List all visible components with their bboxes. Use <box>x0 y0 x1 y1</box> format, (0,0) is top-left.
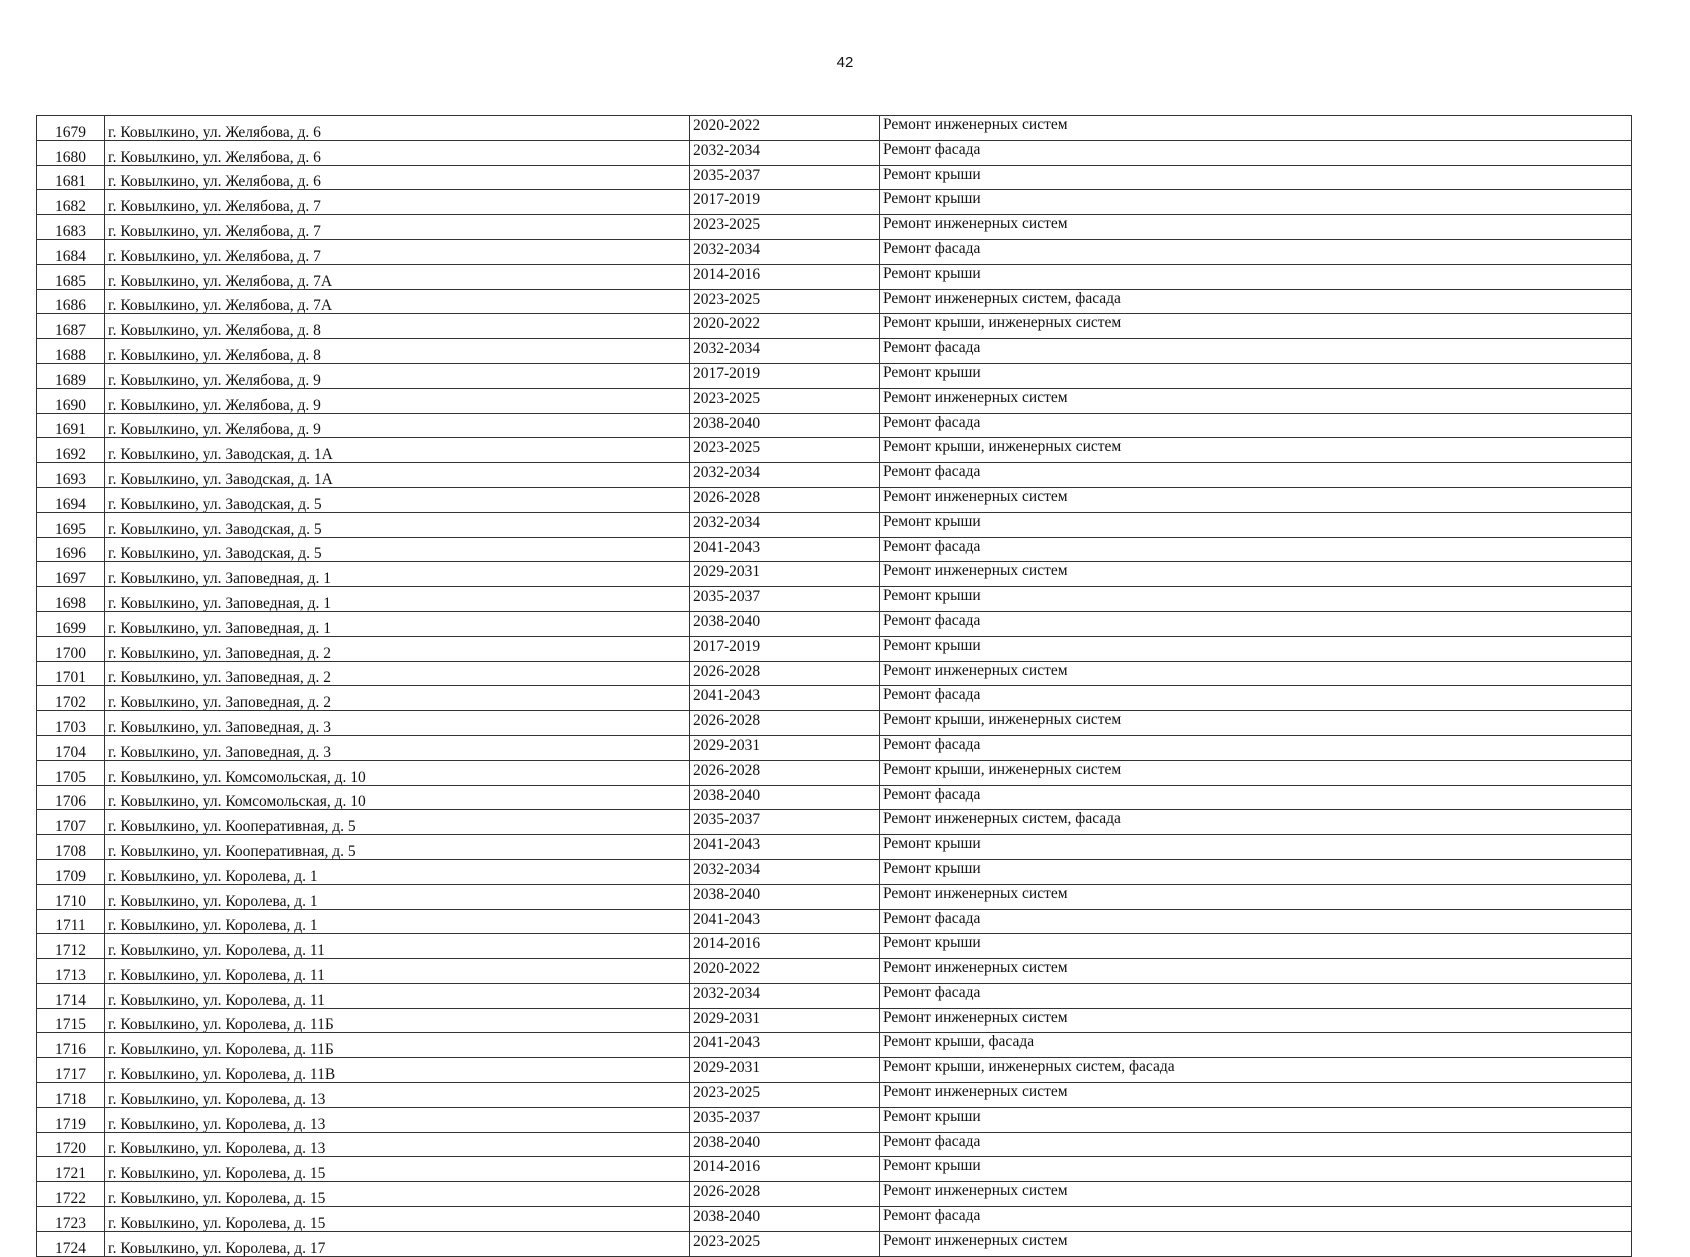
address-cell: г. Ковылкино, ул. Заповедная, д. 1 <box>105 562 690 587</box>
row-number-cell: 1722 <box>37 1182 105 1207</box>
table-row <box>37 909 1632 934</box>
period-cell: 2038-2040 <box>690 884 880 909</box>
address-cell: г. Ковылкино, ул. Желябова, д. 6 <box>105 140 690 165</box>
work-type-cell: Ремонт крыши <box>880 1107 1632 1132</box>
address-cell: г. Ковылкино, ул. Заводская, д. 5 <box>105 537 690 562</box>
address-cell: г. Ковылкино, ул. Заводская, д. 5 <box>105 487 690 512</box>
address-cell: г. Ковылкино, ул. Заповедная, д. 2 <box>105 661 690 686</box>
row-number-cell: 1723 <box>37 1207 105 1232</box>
work-type-cell: Ремонт фасада <box>880 1132 1632 1157</box>
period-cell: 2029-2031 <box>690 735 880 760</box>
work-type-cell: Ремонт инженерных систем <box>880 1182 1632 1207</box>
period-cell: 2032-2034 <box>690 512 880 537</box>
period-cell: 2035-2037 <box>690 810 880 835</box>
address-cell: г. Ковылкино, ул. Желябова, д. 8 <box>105 314 690 339</box>
row-number-cell: 1716 <box>37 1033 105 1058</box>
row-number-cell: 1720 <box>37 1132 105 1157</box>
table-row <box>37 1033 1632 1058</box>
table-body <box>37 116 1632 1257</box>
period-cell: 2023-2025 <box>690 438 880 463</box>
row-number-cell: 1696 <box>37 537 105 562</box>
table-row <box>37 215 1632 240</box>
address-cell: г. Ковылкино, ул. Королева, д. 11 <box>105 934 690 959</box>
period-cell: 2014-2016 <box>690 934 880 959</box>
address-cell: г. Ковылкино, ул. Комсомольская, д. 10 <box>105 785 690 810</box>
table-row <box>37 190 1632 215</box>
period-cell: 2041-2043 <box>690 686 880 711</box>
work-type-cell: Ремонт фасада <box>880 1207 1632 1232</box>
row-number-cell: 1682 <box>37 190 105 215</box>
work-type-cell: Ремонт фасада <box>880 611 1632 636</box>
table-row <box>37 1207 1632 1232</box>
address-cell: г. Ковылкино, ул. Королева, д. 11Б <box>105 1008 690 1033</box>
period-cell: 2026-2028 <box>690 760 880 785</box>
row-number-cell: 1715 <box>37 1008 105 1033</box>
period-cell: 2038-2040 <box>690 785 880 810</box>
table-row <box>37 1058 1632 1083</box>
table-row <box>37 1083 1632 1108</box>
table-row <box>37 562 1632 587</box>
work-type-cell: Ремонт крыши <box>880 1157 1632 1182</box>
table-row <box>37 1132 1632 1157</box>
address-cell: г. Ковылкино, ул. Желябова, д. 8 <box>105 339 690 364</box>
table-row <box>37 661 1632 686</box>
address-cell: г. Ковылкино, ул. Заводская, д. 5 <box>105 512 690 537</box>
period-cell: 2038-2040 <box>690 1132 880 1157</box>
address-cell: г. Ковылкино, ул. Кооперативная, д. 5 <box>105 810 690 835</box>
period-cell: 2023-2025 <box>690 1083 880 1108</box>
work-type-cell: Ремонт крыши <box>880 835 1632 860</box>
address-cell: г. Ковылкино, ул. Королева, д. 13 <box>105 1083 690 1108</box>
work-type-cell: Ремонт инженерных систем <box>880 661 1632 686</box>
work-type-cell: Ремонт инженерных систем <box>880 1083 1632 1108</box>
period-cell: 2035-2037 <box>690 165 880 190</box>
address-cell: г. Ковылкино, ул. Желябова, д. 6 <box>105 165 690 190</box>
table-row <box>37 388 1632 413</box>
work-type-cell: Ремонт фасада <box>880 686 1632 711</box>
work-type-cell: Ремонт крыши, инженерных систем, фасада <box>880 1058 1632 1083</box>
address-cell: г. Ковылкино, ул. Королева, д. 11В <box>105 1058 690 1083</box>
work-type-cell: Ремонт фасада <box>880 909 1632 934</box>
row-number-cell: 1713 <box>37 959 105 984</box>
table-row <box>37 934 1632 959</box>
row-number-cell: 1688 <box>37 339 105 364</box>
period-cell: 2041-2043 <box>690 1033 880 1058</box>
row-number-cell: 1679 <box>37 116 105 141</box>
row-number-cell: 1705 <box>37 760 105 785</box>
address-cell: г. Ковылкино, ул. Желябова, д. 7 <box>105 190 690 215</box>
address-cell: г. Ковылкино, ул. Королева, д. 15 <box>105 1182 690 1207</box>
row-number-cell: 1687 <box>37 314 105 339</box>
table-row <box>37 165 1632 190</box>
address-cell: г. Ковылкино, ул. Королева, д. 1 <box>105 884 690 909</box>
table-row <box>37 983 1632 1008</box>
work-type-cell: Ремонт крыши <box>880 363 1632 388</box>
address-cell: г. Ковылкино, ул. Заповедная, д. 2 <box>105 686 690 711</box>
work-type-cell: Ремонт крыши <box>880 264 1632 289</box>
row-number-cell: 1709 <box>37 859 105 884</box>
period-cell: 2017-2019 <box>690 190 880 215</box>
row-number-cell: 1700 <box>37 636 105 661</box>
row-number-cell: 1702 <box>37 686 105 711</box>
address-cell: г. Ковылкино, ул. Заводская, д. 1А <box>105 438 690 463</box>
period-cell: 2029-2031 <box>690 562 880 587</box>
work-type-cell: Ремонт инженерных систем <box>880 215 1632 240</box>
row-number-cell: 1699 <box>37 611 105 636</box>
table-row <box>37 289 1632 314</box>
period-cell: 2029-2031 <box>690 1008 880 1033</box>
address-cell: г. Ковылкино, ул. Желябова, д. 7А <box>105 264 690 289</box>
period-cell: 2023-2025 <box>690 289 880 314</box>
row-number-cell: 1690 <box>37 388 105 413</box>
period-cell: 2014-2016 <box>690 264 880 289</box>
row-number-cell: 1712 <box>37 934 105 959</box>
work-type-cell: Ремонт фасада <box>880 463 1632 488</box>
work-type-cell: Ремонт инженерных систем <box>880 487 1632 512</box>
period-cell: 2020-2022 <box>690 116 880 141</box>
address-cell: г. Ковылкино, ул. Королева, д. 11 <box>105 983 690 1008</box>
address-cell: г. Ковылкино, ул. Заводская, д. 1А <box>105 463 690 488</box>
row-number-cell: 1683 <box>37 215 105 240</box>
table-row <box>37 116 1632 141</box>
address-cell: г. Ковылкино, ул. Заповедная, д. 2 <box>105 636 690 661</box>
address-cell: г. Ковылкино, ул. Желябова, д. 9 <box>105 363 690 388</box>
period-cell: 2041-2043 <box>690 835 880 860</box>
work-type-cell: Ремонт фасада <box>880 983 1632 1008</box>
table-row <box>37 859 1632 884</box>
address-cell: г. Ковылкино, ул. Заповедная, д. 1 <box>105 587 690 612</box>
address-cell: г. Ковылкино, ул. Королева, д. 11 <box>105 959 690 984</box>
row-number-cell: 1689 <box>37 363 105 388</box>
period-cell: 2017-2019 <box>690 636 880 661</box>
work-type-cell: Ремонт крыши <box>880 587 1632 612</box>
work-type-cell: Ремонт крыши <box>880 859 1632 884</box>
row-number-cell: 1710 <box>37 884 105 909</box>
period-cell: 2038-2040 <box>690 611 880 636</box>
work-type-cell: Ремонт фасада <box>880 537 1632 562</box>
row-number-cell: 1695 <box>37 512 105 537</box>
table-row <box>37 760 1632 785</box>
work-type-cell: Ремонт фасада <box>880 239 1632 264</box>
table-row <box>37 140 1632 165</box>
repair-schedule-table <box>36 115 1632 1257</box>
period-cell: 2026-2028 <box>690 661 880 686</box>
row-number-cell: 1717 <box>37 1058 105 1083</box>
period-cell: 2041-2043 <box>690 537 880 562</box>
work-type-cell: Ремонт инженерных систем <box>880 116 1632 141</box>
address-cell: г. Ковылкино, ул. Желябова, д. 7А <box>105 289 690 314</box>
work-type-cell: Ремонт инженерных систем, фасада <box>880 289 1632 314</box>
address-cell: г. Ковылкино, ул. Кооперативная, д. 5 <box>105 835 690 860</box>
address-cell: г. Ковылкино, ул. Желябова, д. 7 <box>105 215 690 240</box>
row-number-cell: 1701 <box>37 661 105 686</box>
address-cell: г. Ковылкино, ул. Королева, д. 17 <box>105 1231 690 1256</box>
row-number-cell: 1711 <box>37 909 105 934</box>
period-cell: 2026-2028 <box>690 1182 880 1207</box>
work-type-cell: Ремонт крыши, инженерных систем <box>880 711 1632 736</box>
address-cell: г. Ковылкино, ул. Заповедная, д. 3 <box>105 711 690 736</box>
address-cell: г. Ковылкино, ул. Королева, д. 13 <box>105 1107 690 1132</box>
period-cell: 2041-2043 <box>690 909 880 934</box>
table-row <box>37 785 1632 810</box>
address-cell: г. Ковылкино, ул. Желябова, д. 6 <box>105 116 690 141</box>
address-cell: г. Ковылкино, ул. Королева, д. 1 <box>105 909 690 934</box>
table-row <box>37 1107 1632 1132</box>
table-row <box>37 413 1632 438</box>
row-number-cell: 1698 <box>37 587 105 612</box>
period-cell: 2032-2034 <box>690 859 880 884</box>
work-type-cell: Ремонт крыши <box>880 165 1632 190</box>
row-number-cell: 1686 <box>37 289 105 314</box>
address-cell: г. Ковылкино, ул. Заповедная, д. 1 <box>105 611 690 636</box>
table-row <box>37 264 1632 289</box>
work-type-cell: Ремонт крыши <box>880 934 1632 959</box>
work-type-cell: Ремонт инженерных систем <box>880 959 1632 984</box>
row-number-cell: 1708 <box>37 835 105 860</box>
period-cell: 2023-2025 <box>690 215 880 240</box>
table-row <box>37 1231 1632 1256</box>
work-type-cell: Ремонт крыши <box>880 636 1632 661</box>
row-number-cell: 1693 <box>37 463 105 488</box>
table-row <box>37 1008 1632 1033</box>
work-type-cell: Ремонт инженерных систем <box>880 1231 1632 1256</box>
work-type-cell: Ремонт фасада <box>880 339 1632 364</box>
table-row <box>37 1182 1632 1207</box>
row-number-cell: 1724 <box>37 1231 105 1256</box>
work-type-cell: Ремонт инженерных систем <box>880 884 1632 909</box>
address-cell: г. Ковылкино, ул. Королева, д. 13 <box>105 1132 690 1157</box>
work-type-cell: Ремонт фасада <box>880 140 1632 165</box>
address-cell: г. Ковылкино, ул. Желябова, д. 9 <box>105 388 690 413</box>
work-type-cell: Ремонт крыши <box>880 512 1632 537</box>
table-row <box>37 463 1632 488</box>
period-cell: 2014-2016 <box>690 1157 880 1182</box>
work-type-cell: Ремонт фасада <box>880 785 1632 810</box>
row-number-cell: 1721 <box>37 1157 105 1182</box>
row-number-cell: 1714 <box>37 983 105 1008</box>
table-row <box>37 587 1632 612</box>
period-cell: 2020-2022 <box>690 959 880 984</box>
period-cell: 2035-2037 <box>690 1107 880 1132</box>
address-cell: г. Ковылкино, ул. Королева, д. 15 <box>105 1207 690 1232</box>
work-type-cell: Ремонт инженерных систем <box>880 388 1632 413</box>
table-row <box>37 314 1632 339</box>
row-number-cell: 1684 <box>37 239 105 264</box>
address-cell: г. Ковылкино, ул. Желябова, д. 9 <box>105 413 690 438</box>
address-cell: г. Ковылкино, ул. Королева, д. 1 <box>105 859 690 884</box>
period-cell: 2038-2040 <box>690 413 880 438</box>
table-row <box>37 363 1632 388</box>
period-cell: 2032-2034 <box>690 239 880 264</box>
table-row <box>37 487 1632 512</box>
row-number-cell: 1692 <box>37 438 105 463</box>
table-row <box>37 239 1632 264</box>
table-row <box>37 835 1632 860</box>
address-cell: г. Ковылкино, ул. Королева, д. 15 <box>105 1157 690 1182</box>
table-row <box>37 959 1632 984</box>
table-row <box>37 438 1632 463</box>
table-row <box>37 884 1632 909</box>
period-cell: 2020-2022 <box>690 314 880 339</box>
table-row <box>37 339 1632 364</box>
row-number-cell: 1681 <box>37 165 105 190</box>
row-number-cell: 1719 <box>37 1107 105 1132</box>
row-number-cell: 1703 <box>37 711 105 736</box>
table-row <box>37 537 1632 562</box>
period-cell: 2032-2034 <box>690 140 880 165</box>
period-cell: 2023-2025 <box>690 1231 880 1256</box>
address-cell: г. Ковылкино, ул. Королева, д. 11Б <box>105 1033 690 1058</box>
table-row <box>37 512 1632 537</box>
table-row <box>37 810 1632 835</box>
work-type-cell: Ремонт инженерных систем, фасада <box>880 810 1632 835</box>
period-cell: 2035-2037 <box>690 587 880 612</box>
period-cell: 2032-2034 <box>690 983 880 1008</box>
row-number-cell: 1680 <box>37 140 105 165</box>
period-cell: 2029-2031 <box>690 1058 880 1083</box>
table-row <box>37 711 1632 736</box>
table-row <box>37 1157 1632 1182</box>
work-type-cell: Ремонт крыши, фасада <box>880 1033 1632 1058</box>
page-number: 42 <box>836 54 854 71</box>
work-type-cell: Ремонт инженерных систем <box>880 1008 1632 1033</box>
work-type-cell: Ремонт крыши, инженерных систем <box>880 438 1632 463</box>
row-number-cell: 1694 <box>37 487 105 512</box>
address-cell: г. Ковылкино, ул. Заповедная, д. 3 <box>105 735 690 760</box>
table-row <box>37 636 1632 661</box>
period-cell: 2017-2019 <box>690 363 880 388</box>
address-cell: г. Ковылкино, ул. Желябова, д. 7 <box>105 239 690 264</box>
row-number-cell: 1691 <box>37 413 105 438</box>
period-cell: 2026-2028 <box>690 487 880 512</box>
work-type-cell: Ремонт инженерных систем <box>880 562 1632 587</box>
table-row <box>37 611 1632 636</box>
period-cell: 2026-2028 <box>690 711 880 736</box>
period-cell: 2038-2040 <box>690 1207 880 1232</box>
work-type-cell: Ремонт фасада <box>880 413 1632 438</box>
row-number-cell: 1704 <box>37 735 105 760</box>
row-number-cell: 1706 <box>37 785 105 810</box>
table-row <box>37 735 1632 760</box>
work-type-cell: Ремонт крыши, инженерных систем <box>880 760 1632 785</box>
period-cell: 2023-2025 <box>690 388 880 413</box>
work-type-cell: Ремонт фасада <box>880 735 1632 760</box>
period-cell: 2032-2034 <box>690 339 880 364</box>
period-cell: 2032-2034 <box>690 463 880 488</box>
work-type-cell: Ремонт крыши, инженерных систем <box>880 314 1632 339</box>
address-cell: г. Ковылкино, ул. Комсомольская, д. 10 <box>105 760 690 785</box>
row-number-cell: 1718 <box>37 1083 105 1108</box>
table-row <box>37 686 1632 711</box>
work-type-cell: Ремонт крыши <box>880 190 1632 215</box>
row-number-cell: 1707 <box>37 810 105 835</box>
row-number-cell: 1697 <box>37 562 105 587</box>
row-number-cell: 1685 <box>37 264 105 289</box>
